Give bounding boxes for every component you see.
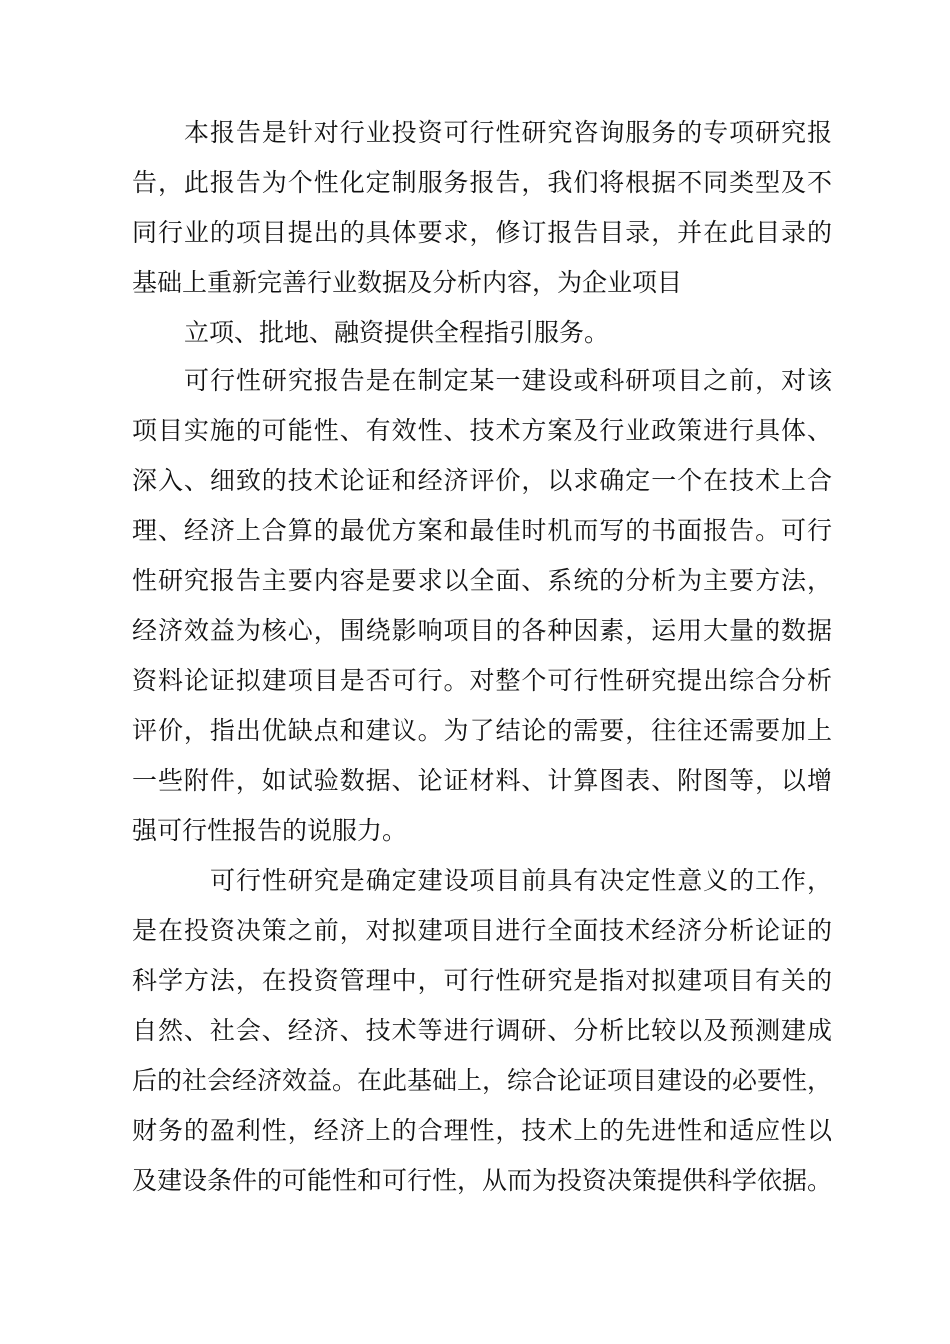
- text-line: 自然、社会、经济、技术等进行调研、分析比较以及预测建成: [132, 1016, 832, 1045]
- text-line: 深入、细致的技术论证和经济评价，以求确定一个在技术上合: [132, 466, 832, 495]
- text-line: 是在投资决策之前，对拟建项目进行全面技术经济分析论证的: [132, 916, 832, 945]
- text-line: 强可行性报告的说服力。: [132, 816, 408, 845]
- text-line: 可行性研究报告是在制定某一建设或科研项目之前，对该: [184, 366, 832, 395]
- text-line: 后的社会经济效益。在此基础上，综合论证项目建设的必要性，: [132, 1066, 833, 1095]
- text-line: 告，此报告为个性化定制服务报告，我们将根据不同类型及不: [132, 168, 832, 197]
- text-line: 项目实施的可能性、有效性、技术方案及行业政策进行具体、: [132, 416, 832, 445]
- text-line: 立项、批地、融资提供全程指引服务。: [184, 318, 610, 347]
- text-line: 科学方法，在投资管理中，可行性研究是指对拟建项目有关的: [132, 966, 832, 995]
- text-line: 可行性研究是确定建设项目前具有决定性意义的工作，: [210, 866, 832, 895]
- text-line: 资料论证拟建项目是否可行。对整个可行性研究提出综合分析: [132, 666, 832, 695]
- text-line: 经济效益为核心，围绕影响项目的各种因素，运用大量的数据: [132, 616, 832, 645]
- text-line: 财务的盈利性，经济上的合理性，技术上的先进性和适应性以: [132, 1116, 832, 1145]
- text-line: 及建设条件的可能性和可行性，从而为投资决策提供科学依据。: [132, 1166, 833, 1195]
- text-line: 同行业的项目提出的具体要求，修订报告目录，并在此目录的: [132, 218, 832, 247]
- text-line: 本报告是针对行业投资可行性研究咨询服务的专项研究报: [184, 118, 832, 147]
- text-line: 理、经济上合算的最优方案和最佳时机而写的书面报告。可行: [132, 516, 832, 545]
- text-line: 一些附件，如试验数据、论证材料、计算图表、附图等，以增: [132, 766, 832, 795]
- text-line: 性研究报告主要内容是要求以全面、系统的分析为主要方法，: [132, 566, 832, 595]
- text-line: 评价，指出优缺点和建议。为了结论的需要，往往还需要加上: [132, 716, 832, 745]
- text-line: 基础上重新完善行业数据及分析内容，为企业项目: [132, 268, 683, 297]
